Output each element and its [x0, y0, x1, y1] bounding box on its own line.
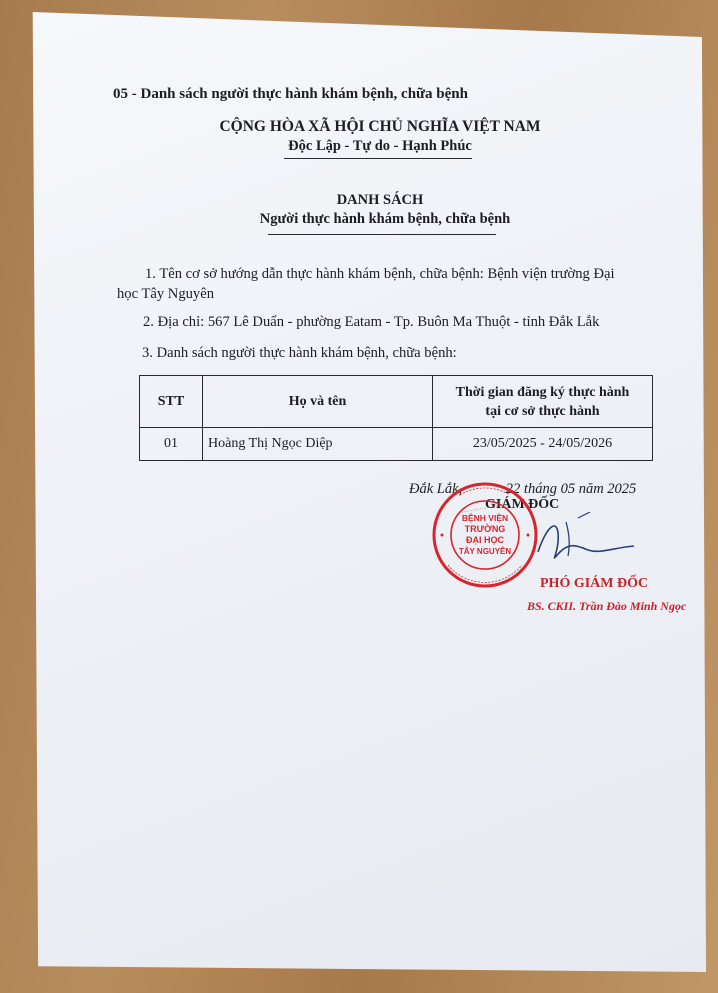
- stamp-line-4: TÂY NGUYÊN: [458, 547, 512, 556]
- nation-header: CỘNG HÒA XÃ HỘI CHỦ NGHĨA VIỆT NAM: [219, 118, 541, 135]
- header-stt: STT: [140, 376, 203, 428]
- signer-name: BS. CKII. Trần Đào Minh Ngọc: [527, 599, 687, 613]
- doc-title: DANH SÁCH: [336, 192, 424, 208]
- doc-subtitle: Người thực hành khám bệnh, chữa bệnh: [259, 211, 511, 227]
- form-code: 05 - Danh sách người thực hành khám bệnh, chữa bệnh: [113, 86, 468, 102]
- table-header-row: [140, 376, 653, 428]
- practitioner-table: [139, 375, 653, 461]
- director-title: GIÁM ĐỐC: [485, 497, 560, 512]
- item-1-line-2: học Tây Nguyên: [117, 286, 214, 302]
- official-red-stamp: [430, 481, 540, 589]
- stamp-ring-top: ·····················: [461, 503, 500, 516]
- cell-name: Hoàng Thị Ngọc Diệp: [203, 428, 433, 461]
- table-row: [140, 428, 653, 461]
- header-name: Họ và tên: [203, 376, 433, 428]
- stamp-line-2: TRƯỜNG: [464, 524, 506, 534]
- stamp-line-1: BỆNH VIỆN: [461, 513, 509, 523]
- header-period: [433, 376, 653, 428]
- sign-date-prefix: Đắk Lắk,: [409, 481, 463, 497]
- item-1-line-1: 1. Tên cơ sở hướng dẫn thực hành khám bệnh, chữa bệnh: Bệnh viện trường Đại: [145, 266, 615, 282]
- subtitle-underline: [268, 234, 496, 235]
- cell-period: 23/05/2025 - 24/05/2026: [433, 428, 653, 461]
- item-2-address: 2. Địa chỉ: 567 Lê Duẩn - phường Eatam - Tp. Buôn Ma Thuột - tỉnh Đắk Lắk: [143, 314, 600, 330]
- item-3-heading: 3. Danh sách người thực hành khám bệnh, chữa bệnh:: [142, 345, 457, 361]
- motto: Độc Lập - Tự do - Hạnh Phúc: [288, 138, 472, 154]
- sign-date-rest: 22 tháng 05 năm 2025: [505, 481, 637, 497]
- cell-stt: 01: [140, 428, 203, 461]
- header-period-line-2: tại cơ sở thực hành: [485, 403, 600, 419]
- header-period-line-1: Thời gian đăng ký thực hành: [455, 384, 630, 400]
- stamp-line-3: ĐẠI HỌC: [466, 535, 504, 545]
- deputy-title: PHÓ GIÁM ĐỐC: [540, 576, 649, 591]
- director-signature: [530, 512, 650, 572]
- motto-underline: [284, 158, 472, 159]
